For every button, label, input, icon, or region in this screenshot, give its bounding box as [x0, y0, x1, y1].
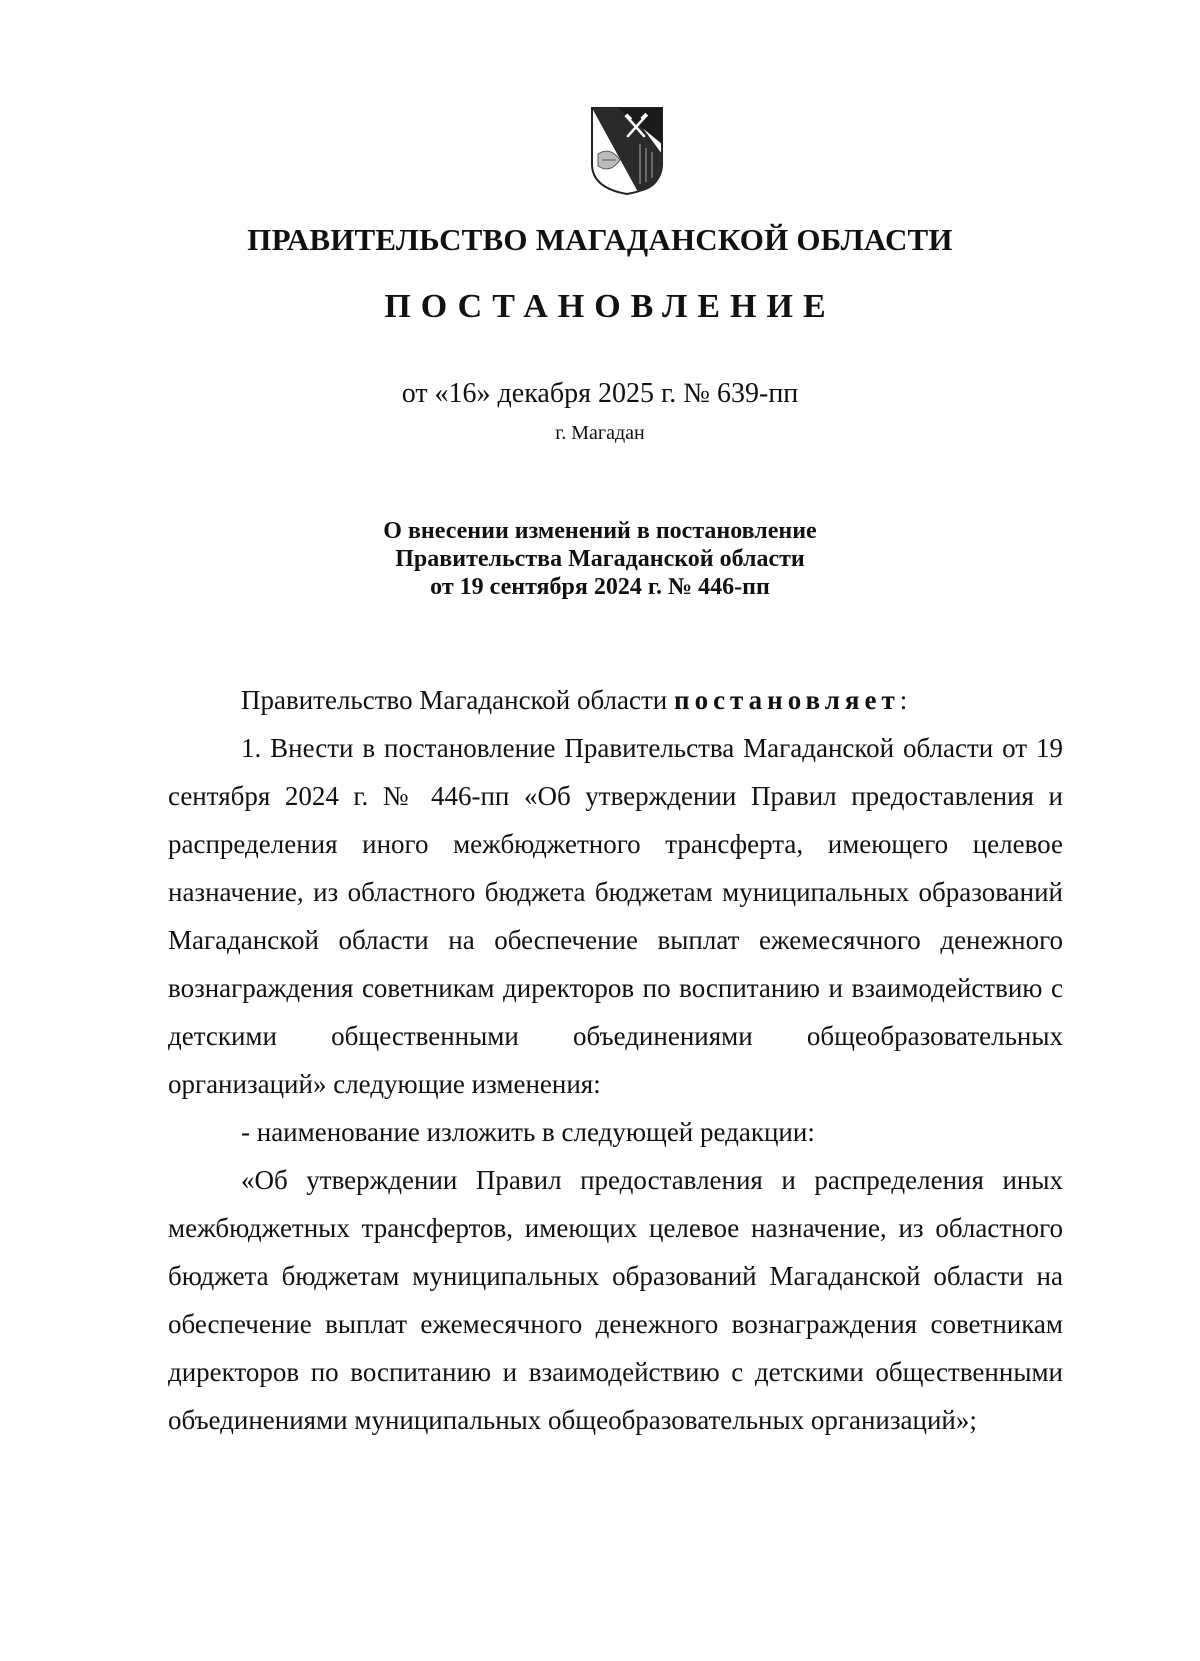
title-line-1: О внесении изменений в постановление	[383, 518, 817, 544]
coat-of-arms-icon	[588, 104, 666, 198]
document-title	[0, 517, 1200, 601]
paragraph-3: «Об утверждении Правил предоставления и распределения иных межбюджетных трансфертов, имеющих целевое назначение, из областного бюджета бюджетам муниципальных образований Магаданской области на обеспечение выплат ежемесячного денежного вознаграждения советникам директоров по воспитанию и взаимодействию с детскими общественными объединениями муниципальных общеобразовательных организаций»;	[168, 1165, 1063, 1435]
preamble	[168, 676, 1063, 724]
paragraph-2: - наименование изложить в следующей редакции:	[241, 1117, 815, 1147]
document-body	[168, 676, 1063, 1444]
title-line-2: Правительства Магаданской области	[395, 546, 805, 572]
document-date-number: от «16» декабря 2025 г. № 639-пп	[401, 378, 799, 409]
document-type: ПОСТАНОВЛЕНИЕ	[384, 288, 836, 325]
preamble-text: Правительство Магаданской области	[241, 685, 675, 715]
preamble-colon: :	[899, 685, 908, 715]
paragraph-1: 1. Внести в постановление Правительства Магаданской области от 19 сентября 2024 г. № 446-пп «Об утверждении Правил предоставления и распределения иного межбюджетного трансферта, имеющего целевое назначение, из областного бюджета бюджетам муниципальных образований Магаданской области на обеспечение выплат ежемесячного денежного вознаграждения советникам директоров по воспитанию и взаимодействию с детскими общественными объединениями общеобразовательных организаций» следующие изменения:	[168, 733, 1063, 1099]
title-line-3: от 19 сентября 2024 г. № 446-пп	[430, 574, 770, 600]
organization-name: ПРАВИТЕЛЬСТВО МАГАДАНСКОЙ ОБЛАСТИ	[247, 222, 953, 257]
preamble-emphasis: постановляет	[674, 685, 900, 715]
document-place: г. Магадан	[555, 422, 645, 444]
